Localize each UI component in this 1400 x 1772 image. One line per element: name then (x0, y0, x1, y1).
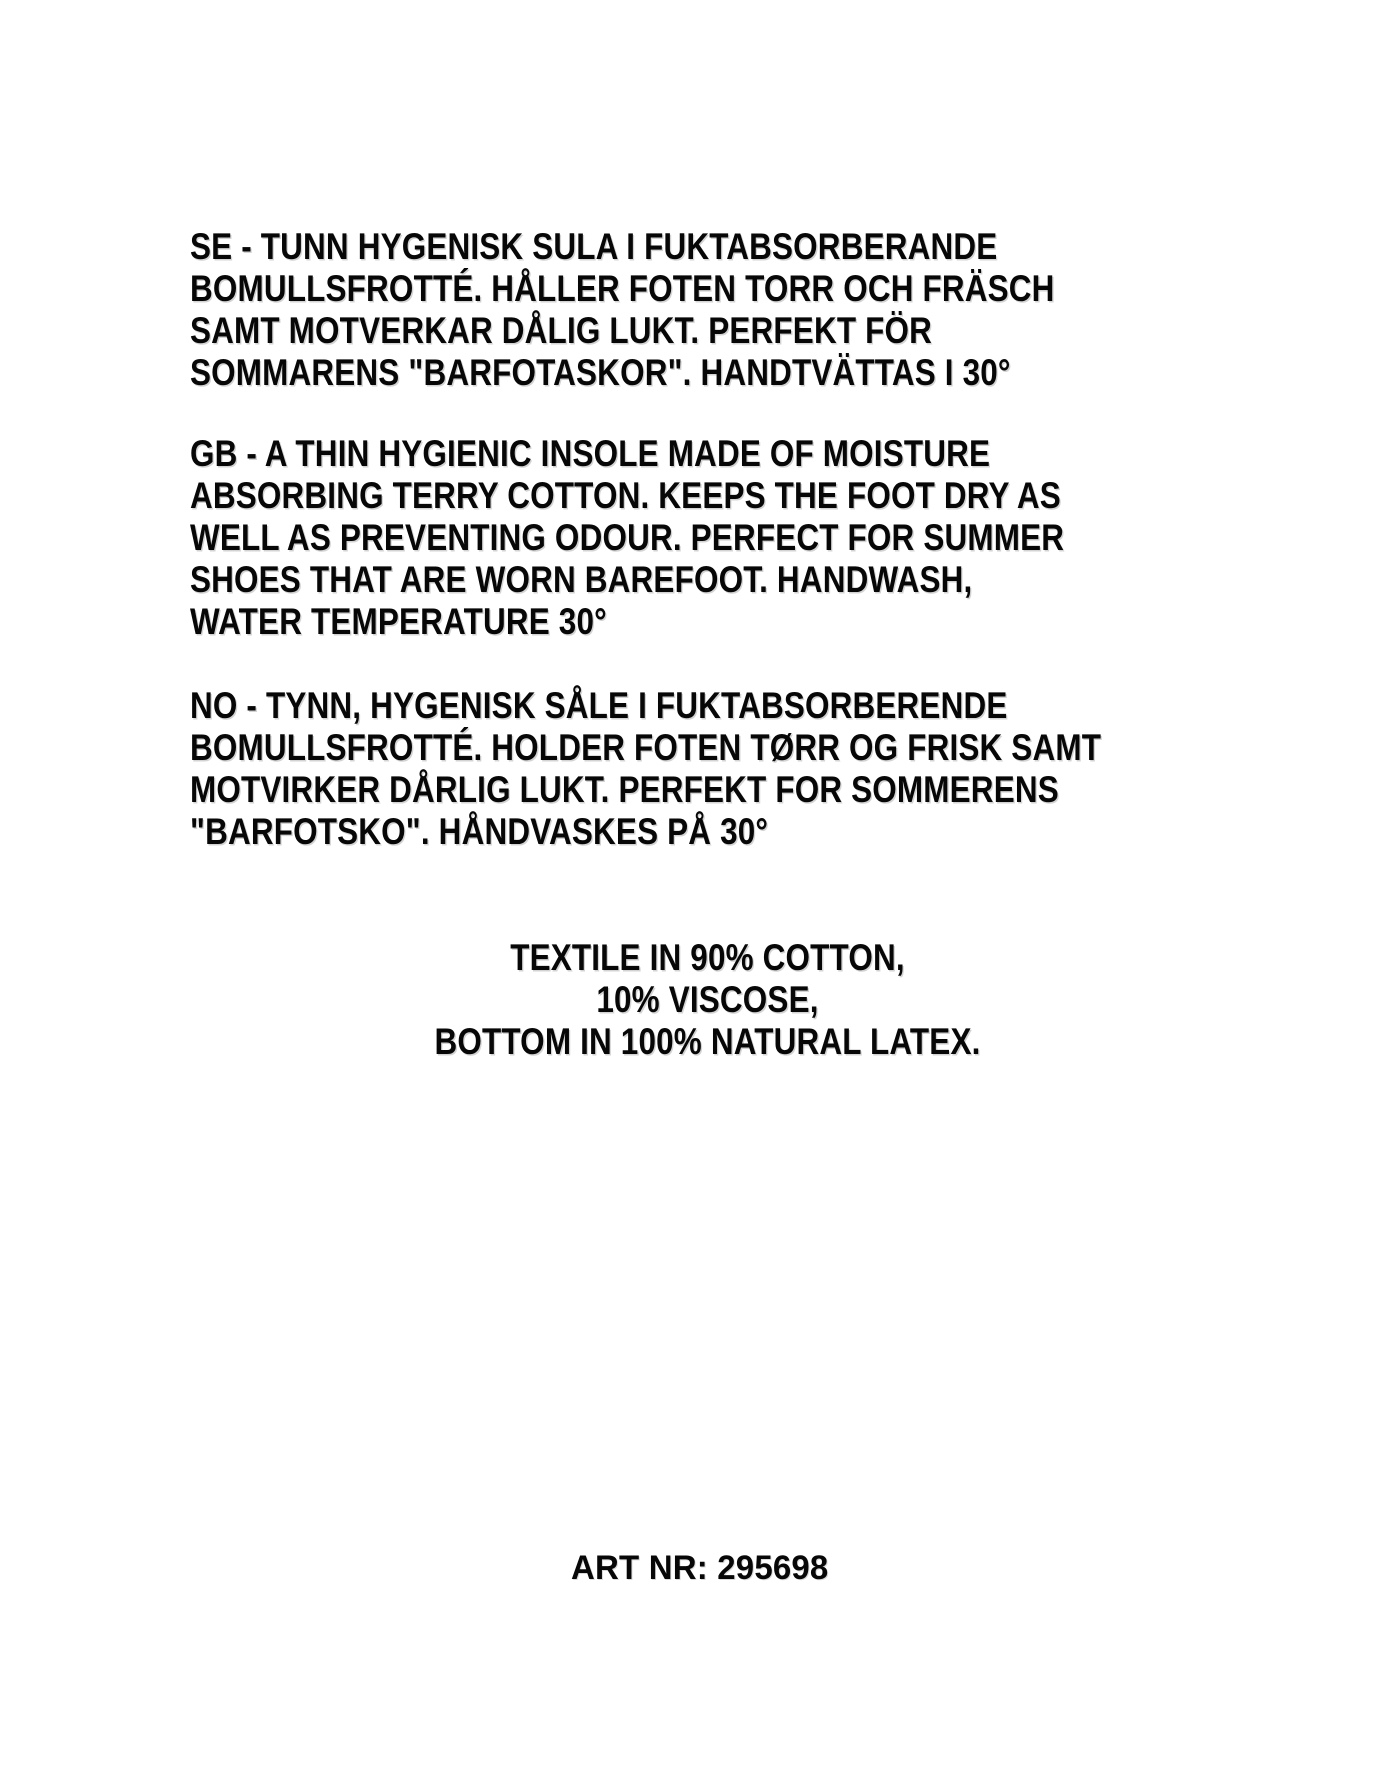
text-line: "BARFOTSKO". HÅNDVASKES PÅ 30° (190, 811, 769, 852)
text-line: BOTTOM IN 100% NATURAL LATEX. (434, 1021, 981, 1062)
text-line: BOMULLSFROTTÉ. HÅLLER FOTEN TORR OCH FRÄSCH (190, 268, 1055, 309)
text-line: ABSORBING TERRY COTTON. KEEPS THE FOOT DRY AS (190, 475, 1061, 516)
text-line: TEXTILE IN 90% COTTON, (510, 937, 905, 978)
text-line: MOTVIRKER DÅRLIG LUKT. PERFEKT FOR SOMMERENS (190, 769, 1059, 810)
article-number: ART NR: 295698 (571, 1549, 829, 1587)
paragraph-english (190, 433, 1064, 643)
text-line: BOMULLSFROTTÉ. HOLDER FOTEN TØRR OG FRISK SAMT (190, 727, 1102, 768)
article-number-section (0, 1547, 1400, 1589)
text-line: WATER TEMPERATURE 30° (190, 601, 607, 642)
paragraph-swedish (190, 226, 1055, 394)
text-line: WELL AS PREVENTING ODOUR. PERFECT FOR SUMMER (190, 517, 1065, 558)
composition-text (268, 937, 1148, 1063)
text-line: GB - A THIN HYGIENIC INSOLE MADE OF MOISTURE (190, 433, 991, 474)
text-line: 10% VISCOSE, (596, 979, 819, 1020)
text-line: SAMT MOTVERKAR DÅLIG LUKT. PERFEKT FÖR (190, 310, 933, 351)
paragraph-norwegian (190, 685, 1101, 853)
text-line: NO - TYNN, HYGENISK SÅLE I FUKTABSORBERENDE (190, 685, 1008, 726)
text-line: SE - TUNN HYGENISK SULA I FUKTABSORBERANDE (190, 226, 998, 267)
text-line: SOMMARENS "BARFOTASKOR". HANDTVÄTTAS I 30° (190, 352, 1011, 393)
composition-section (190, 937, 1225, 1063)
text-line: SHOES THAT ARE WORN BAREFOOT. HANDWASH, (190, 559, 973, 600)
